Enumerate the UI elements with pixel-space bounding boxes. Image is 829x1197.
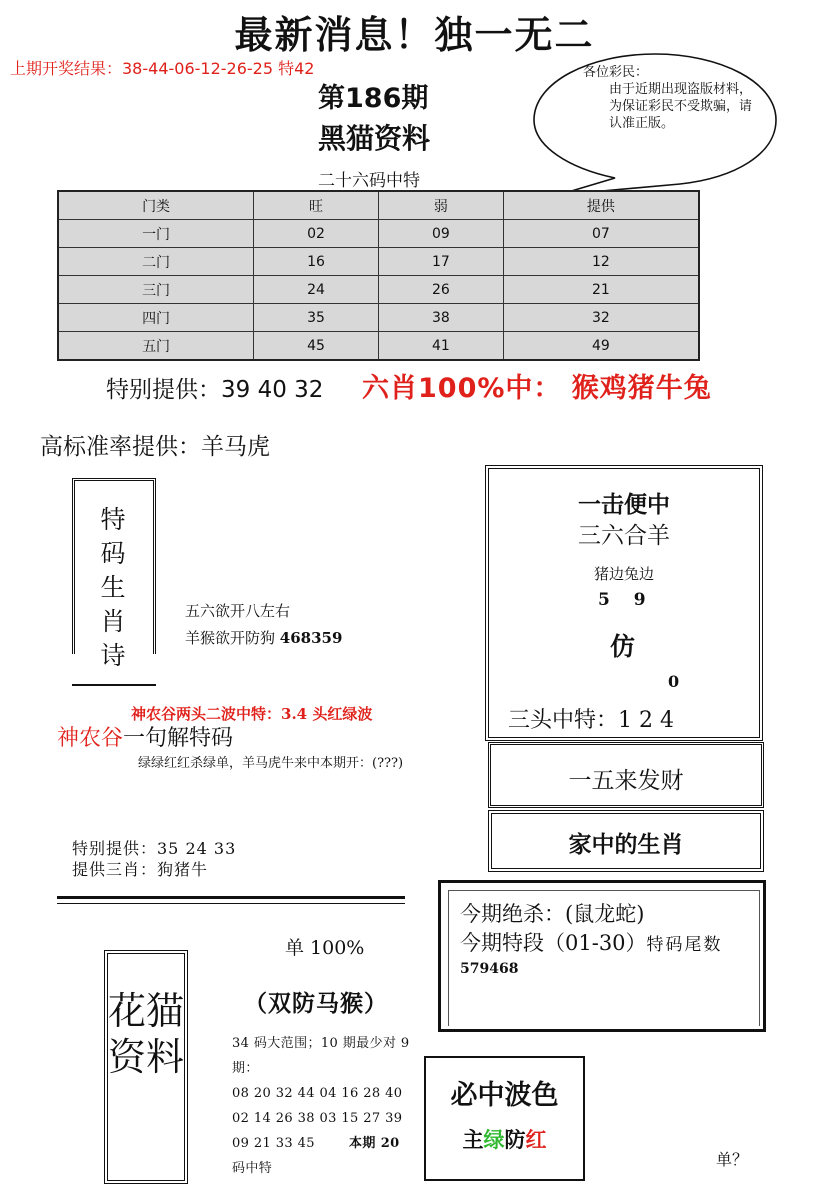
- notice-body: 由于近期出现盗版材料，为保证彩民不受欺骗，请认准正版。: [609, 82, 753, 131]
- home-zodiac-text: 家中的生肖: [568, 832, 684, 858]
- table-cell: 12: [503, 248, 699, 276]
- one-hit-title: 一击便中: [578, 492, 670, 518]
- flower-title: 花猫资料: [107, 989, 184, 1079]
- range-tail: 本期 20: [348, 1136, 400, 1151]
- one-hit-numbers: 5 9: [598, 590, 646, 610]
- range-line: 02 14 26 38 03 15 27 39: [232, 1111, 403, 1126]
- segment-small: 特码尾数: [646, 935, 723, 955]
- table-cell: 三门: [58, 276, 254, 304]
- single-100: 单 100%: [285, 937, 365, 959]
- six-zodiac-banner: 六肖100%中： 猴鸡猪牛兔: [362, 373, 712, 404]
- table-cell: 五门: [58, 332, 254, 361]
- table-cell: 38: [378, 304, 503, 332]
- extra-offer: 特别提供：35 24 33: [72, 839, 237, 858]
- table-cell: 45: [254, 332, 379, 361]
- wave-color-text: [424, 1124, 585, 1154]
- one-hit-subtitle: 三六合羊: [578, 523, 670, 549]
- table-cell: 41: [378, 332, 503, 361]
- table-cell: 四门: [58, 304, 254, 332]
- number-table: [57, 190, 700, 361]
- table-cell: 49: [503, 332, 699, 361]
- table-row: [58, 304, 699, 332]
- table-row: [58, 248, 699, 276]
- table-cell: 09: [378, 220, 503, 248]
- table-row: [58, 332, 699, 361]
- extra-three-zodiac: 提供三肖：狗猪牛: [72, 860, 209, 879]
- table-cell: 02: [254, 220, 379, 248]
- range-line: 34 码大范围；10 期最少对 9 期：: [232, 1036, 410, 1076]
- three-heads: 三头中特：1 2 4: [508, 708, 674, 733]
- table-header-row: [58, 191, 699, 220]
- notice-text: [583, 64, 761, 132]
- table-header: 旺: [254, 191, 379, 220]
- headline: 最新消息！独一无二: [234, 13, 595, 57]
- segment-main: 今期特段（01-30）: [460, 931, 647, 955]
- divider: [72, 684, 156, 686]
- table-caption: 二十六码中特: [318, 171, 420, 191]
- wave-title: 必中波色: [450, 1080, 559, 1111]
- table-cell: 07: [503, 220, 699, 248]
- table-cell: 一门: [58, 220, 254, 248]
- one-hit-zero: 0: [668, 672, 680, 691]
- tail-numbers: 579468: [460, 961, 519, 977]
- table-cell: 35: [254, 304, 379, 332]
- subtitle: 黑猫资料: [318, 122, 431, 155]
- shennong-heading-red: 神农谷: [57, 726, 124, 751]
- range-line: 08 20 32 44 04 16 28 40: [232, 1086, 403, 1101]
- double-divider: [57, 896, 405, 904]
- table-cell: 二门: [58, 248, 254, 276]
- range-text: [232, 1031, 422, 1181]
- table-cell: 21: [503, 276, 699, 304]
- table-header: 弱: [378, 191, 503, 220]
- segment-line: [460, 927, 723, 957]
- poem-line-numbers: 468359: [279, 629, 343, 647]
- fortune-text: 一五来发财: [568, 768, 684, 794]
- shennong-heading: [57, 721, 233, 752]
- poem-line-text: 羊猴欲开防狗: [185, 629, 280, 647]
- shennong-heading-rest: 一句解特码: [123, 726, 234, 751]
- one-hit-fang: 仿: [610, 632, 636, 661]
- poem-line: 五六欲开八左右: [185, 602, 291, 620]
- table-cell: 26: [378, 276, 503, 304]
- high-accuracy: 高标准率提供：羊马虎: [40, 434, 270, 460]
- table-cell: 17: [378, 248, 503, 276]
- poem-line: [185, 627, 342, 648]
- kill-line: 今期绝杀：(鼠龙蛇): [460, 902, 645, 926]
- issue-number: 第186期: [318, 83, 429, 114]
- table-cell: 24: [254, 276, 379, 304]
- wave-green: 绿: [483, 1128, 505, 1152]
- special-offer: 特别提供：39 40 32: [106, 377, 324, 403]
- wave-main: 主: [462, 1128, 484, 1152]
- shennong-riddle: 绿绿红红杀绿单，羊马虎牛来中本期开：(???): [138, 756, 404, 771]
- wave-guard: 防: [504, 1128, 526, 1152]
- table-header: 门类: [58, 191, 254, 220]
- double-guard: （双防马猴）: [244, 990, 388, 1017]
- shennong-red-line: 神农谷两头二波中特：3.4 头红绿波: [131, 705, 373, 723]
- last-result: 上期开奖结果：38-44-06-12-26-25 特42: [10, 59, 315, 78]
- range-line: 码中特: [232, 1161, 273, 1176]
- wave-red: 红: [525, 1128, 547, 1152]
- one-hit-side: 猪边兔边: [593, 565, 654, 583]
- table-header: 提供: [503, 191, 699, 220]
- table-cell: 32: [503, 304, 699, 332]
- poem-title: 特码生肖诗: [100, 505, 126, 670]
- table-cell: 16: [254, 248, 379, 276]
- notice-greeting: 各位彩民：: [583, 65, 649, 80]
- table-row: [58, 220, 699, 248]
- range-line: [232, 1131, 422, 1156]
- table-row: [58, 276, 699, 304]
- range-numbers: 09 21 33 45: [232, 1136, 315, 1151]
- single-question: 单？: [716, 1150, 749, 1169]
